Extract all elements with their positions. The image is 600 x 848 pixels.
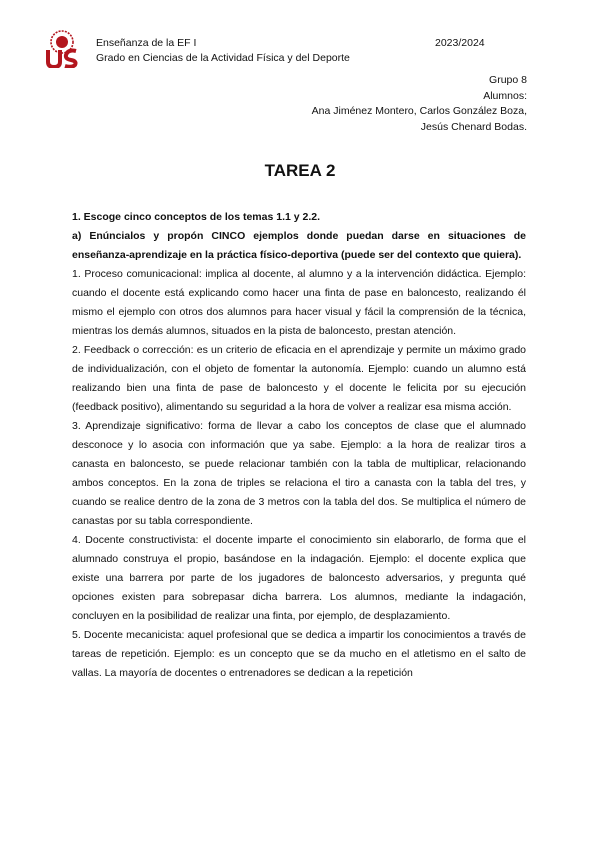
university-logo-icon <box>44 28 80 68</box>
header-course: Enseñanza de la EF I <box>96 37 197 49</box>
concept-item-5: 5. Docente mecanicista: aquel profesional que se dedica a impartir los conocimientos a través de tareas de repetición. Ejemplo: es un concepto que se da mucho en el atletismo en el salto de vallas. La mayoría de docentes o entrenadores se dedican a la repetición <box>72 629 526 679</box>
group-label: Grupo 8 <box>489 74 527 86</box>
concept-item-3: 3. Aprendizaje significativo: forma de llevar a cabo los conceptos de clase que el alumnado desconoce y lo asocia con información que ya sabe. Ejemplo: a la hora de realizar tiros a canasta en baloncesto, se puede relacionar también con la tabla de multiplicar, relacionando ambos conceptos. En la zona de triples se relaciona el tiro a canasta con la tabla del tres, y cuando se realice dentro de la zona de 3 metros con la tabla del dos. Se multiplica el número de canastas por su tabla correspondiente. <box>72 420 526 527</box>
document-body <box>72 208 526 683</box>
header-degree: Grado en Ciencias de la Actividad Física y del Deporte <box>96 52 350 64</box>
student-names-line-2: Jesús Chenard Bodas. <box>420 120 527 133</box>
question-a: a) Enúncialos y propón CINCO ejemplos donde puedan darse en situaciones de enseñanza-aprendizaje en la práctica físico-deportiva (puede ser del contexto que quiera). <box>72 230 526 261</box>
concept-item-2: 2. Feedback o corrección: es un criterio de eficacia en el aprendizaje y permite un máximo grado de individualización, con el objeto de fomentar la autonomía. Ejemplo: cuando un alumno está realizando bien una finta de pase de baloncesto y el docente le felicita por su ejecución (feedback positivo), alimentando su seguridad a la hora de volver a realizar esa misma acción. <box>72 344 526 413</box>
students-label: Alumnos: <box>483 89 527 102</box>
header-year: 2023/2024 <box>435 37 485 49</box>
page-title: TAREA 2 <box>264 161 336 180</box>
question-heading: 1. Escoge cinco conceptos de los temas 1.1 y 2.2. <box>72 211 321 223</box>
student-names-line-1: Ana Jiménez Montero, Carlos González Boza, <box>311 105 527 117</box>
concept-item-4: 4. Docente constructivista: el docente imparte el conocimiento sin elaborarlo, de forma que el alumnado construya el propio, basándose en la indagación. Ejemplo: el docente explica que existe una barrera por parte de los jugadores de baloncesto adversarios, y pregunta qué opciones existen para sobrepasar dicha barrera. Los alumnos, mediante la indagación, concluyen en la posibilidad de realizar una finta, por ejemplo, de desplazamiento. <box>72 534 526 622</box>
group-info <box>312 73 527 135</box>
concept-item-1: 1. Proceso comunicacional: implica al docente, al alumno y a la intervención didáctica. Ejemplo: cuando el docente está explicando como hacer una finta de pase en baloncesto, realizando él mismo el ejemplo con otros dos alumnos para hacer visual y fácil la comprensión de la técnica, mientras los demás alumnos, situados en la pista de baloncesto, prestan atención. <box>72 268 526 337</box>
